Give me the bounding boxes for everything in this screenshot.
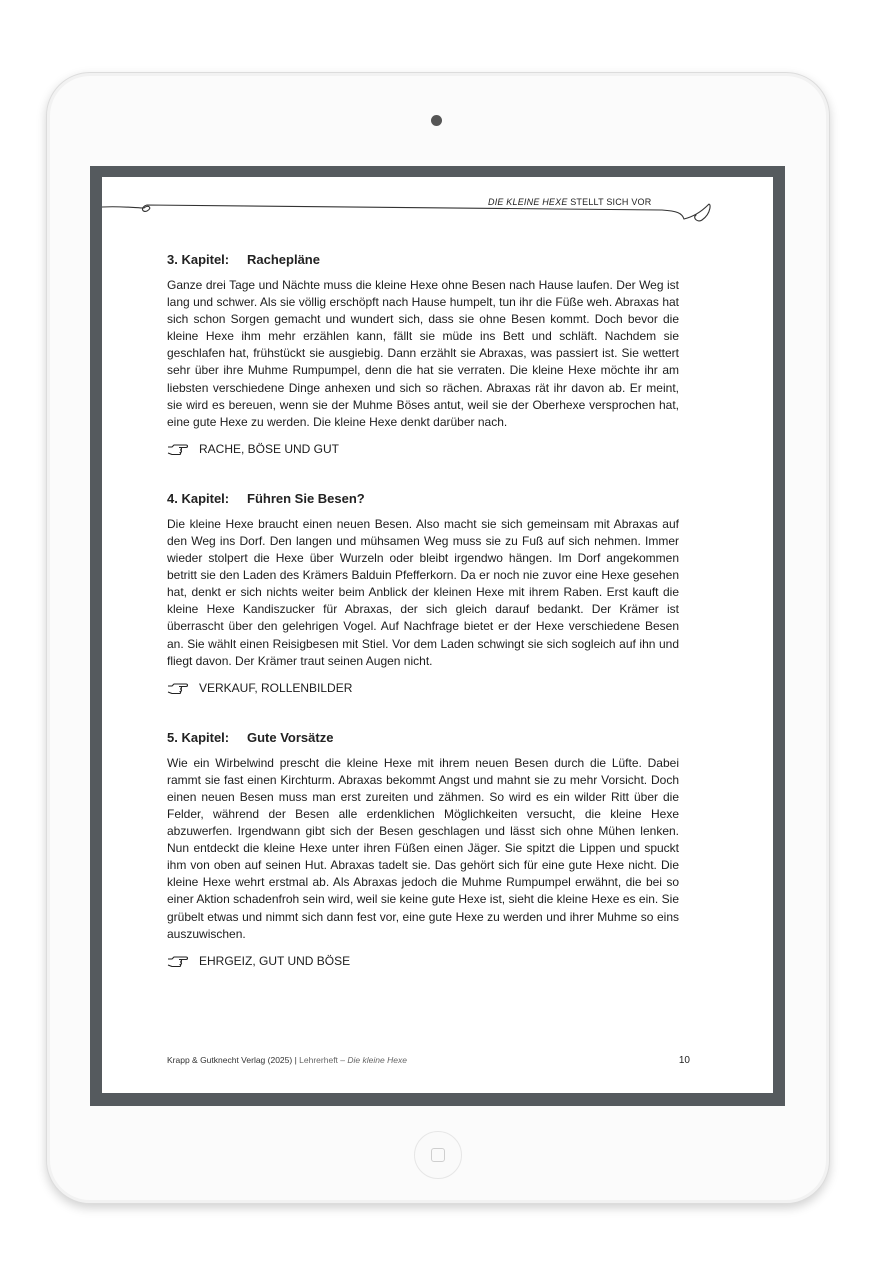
running-head bbox=[488, 197, 651, 207]
document-page[interactable] bbox=[102, 177, 773, 1093]
pointing-hand-icon bbox=[167, 443, 189, 455]
pointing-hand-icon bbox=[167, 682, 189, 694]
chapter-topic-label: VERKAUF, ROLLENBILDER bbox=[199, 680, 353, 695]
page-number: 10 bbox=[678, 1055, 690, 1066]
chapter-5 bbox=[167, 729, 679, 969]
broom-line-icon bbox=[102, 193, 773, 223]
home-square-icon bbox=[431, 1148, 445, 1162]
footer-book-title: Die kleine Hexe bbox=[347, 1055, 407, 1065]
chapter-summary: Ganze drei Tage und Nächte muss die kleine Hexe ohne Besen nach Hause laufen. Der Weg ist lang und schwer. Als sie völlig erschöpft nach Hause humpelt, tun ihr die Füße weh. Abraxas hat sich schon Sorgen gemacht und wundert sich, dass sie ohne Besen kommt. Doch bevor die kleine Hexe ihm mehr erzählen kann, fällt sie müde ins Bett und schläft. Nachdem sie geschlafen hat, frühstückt sie ausgiebig. Dann erzählt sie Abraxas, was passiert ist. Sie wettert sehr über ihre Muhme Rumpumpel, denn die hat sie verraten. Die kleine Hexe möchte ihr am liebsten verschiedene Dinge anhexen und sich so rächen. Abraxas rät ihr davon ab. Er meint, sie wird es bereuen, wenn sie der Muhme Böses antut, weil sie der Oberhexe versprochen hat, eine gute Hexe zu werden. Die kleine Hexe denkt darüber nach. bbox=[167, 278, 679, 429]
pointing-hand-icon bbox=[167, 955, 189, 967]
footer-booklet: Lehrerheft – bbox=[299, 1055, 346, 1065]
chapter-summary: Wie ein Wirbelwind prescht die kleine Hexe mit ihrem neuen Besen durch die Lüfte. Dabei rammt sie fast einen Kirchturm. Abraxas bekommt Angst und mahnt sie zu mehr Vorsicht. Doch einen neuen Besen muss man erst zureiten und zähmen. So wird es ein wilder Ritt über die Felder, während der Besen alle erdenklichen Möglichkeiten versucht, die kleine Hexe abzuwerfen. Irgendwann gibt sich der Besen geschlagen und lässt sich ohne Mühen lenken. Nun entdeckt die kleine Hexe unter ihren Füßen einen Jäger. Sie spitzt die Lippen und spuckt ihm von oben auf seinen Hut. Abraxas tadelt sie. Das gehört sich für eine gute Hexe nicht. Die kleine Hexe wehrt erstmal ab. Als Abraxas jedoch die Muhme Rumpumpel erwähnt, die bei so einer Aktion schadenfroh sein wird, weil sie keine gute Hexe ist, sieht die kleine Hexe es ein. Sie grübelt etwas und nimmt sich dann fest vor, eine gute Hexe zu werden und ihrer Muhme so eins auszuwischen. bbox=[167, 755, 679, 941]
chapter-topic-link[interactable] bbox=[167, 953, 679, 969]
chapter-3 bbox=[167, 251, 679, 457]
footer-credit bbox=[167, 1055, 407, 1066]
page-footer bbox=[167, 1055, 690, 1066]
camera-icon bbox=[431, 115, 442, 126]
chapter-list bbox=[167, 251, 679, 969]
footer-publisher: Krapp & Gutknecht Verlag (2025) | bbox=[167, 1055, 297, 1065]
chapter-heading bbox=[167, 490, 679, 508]
chapter-topic-link[interactable] bbox=[167, 680, 679, 696]
chapter-heading bbox=[167, 729, 679, 747]
running-head-title: DIE KLEINE HEXE bbox=[488, 197, 568, 207]
chapter-summary: Die kleine Hexe braucht einen neuen Besen. Also macht sie sich gemeinsam mit Abraxas auf den Weg ins Dorf. Den langen und mühsamen Weg muss sie zu Fuß auf sich nehmen. Immer wieder stolpert die Hexe über Wurzeln oder bleibt irgendwo hängen. Im Dorf angekommen betritt sie den Laden des Krämers Balduin Pfefferkorn. Da er noch nie zuvor eine Hexe gesehen hat, denkt er sich nichts weiter beim Anblick der kleinen Hexe mit ihrem Raben. Erst kauft die kleine Hexe Kandiszucker für Abraxas, der sich gleich darauf bedankt. Der Krämer ist überrascht über den gelehrigen Vogel. Auf Nachfrage bietet er der Hexe verschiedene Besen an. Sie wählt einen Reisigbesen mit Stiel. Vor dem Laden schwingt sie sich sogleich auf ihn und fliegt davon. Der Krämer traut seinen Augen nicht. bbox=[167, 516, 679, 668]
home-button[interactable] bbox=[414, 1131, 462, 1179]
chapter-title: Führen Sie Besen? bbox=[247, 490, 365, 506]
chapter-number: 5. Kapitel: bbox=[167, 729, 230, 745]
chapter-topic-label: EHRGEIZ, GUT UND BÖSE bbox=[199, 953, 351, 968]
running-head-subtitle: STELLT SICH VOR bbox=[570, 197, 652, 207]
chapter-heading bbox=[167, 251, 679, 269]
chapter-topic-label: RACHE, BÖSE UND GUT bbox=[199, 441, 340, 456]
chapter-title: Gute Vorsätze bbox=[247, 729, 334, 745]
chapter-4 bbox=[167, 490, 679, 696]
chapter-title: Rachepläne bbox=[247, 252, 320, 267]
chapter-topic-link[interactable] bbox=[167, 441, 679, 457]
chapter-number: 3. Kapitel: bbox=[167, 252, 230, 267]
chapter-number: 4. Kapitel: bbox=[167, 490, 230, 506]
